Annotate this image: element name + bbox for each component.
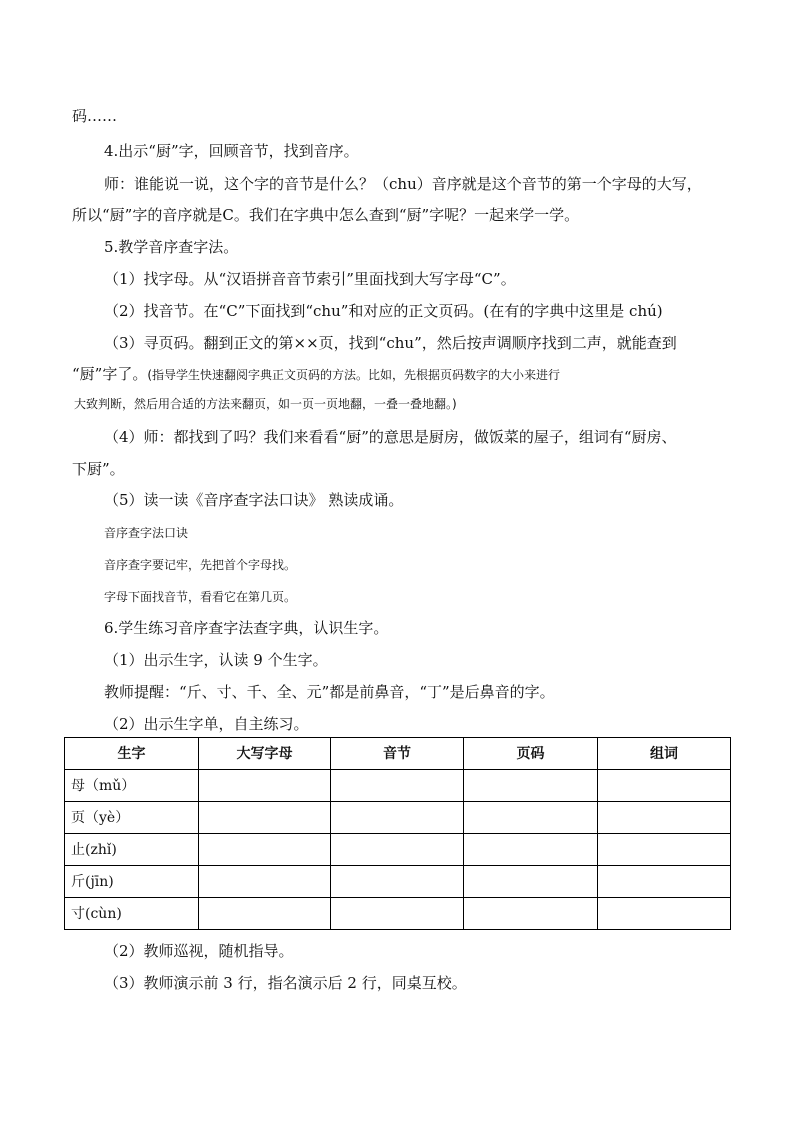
step-4-heading: 4.出示“厨”字，回顾音节，找到音序。 <box>104 142 359 160</box>
header-character: 生字 <box>65 738 199 770</box>
table-row <box>65 802 731 834</box>
header-capital-letter: 大写字母 <box>199 738 331 770</box>
cell-capital-letter <box>199 770 331 802</box>
poem-line-1: 音序查字要记牢，先把首个字母找。 <box>104 558 297 572</box>
cell-page-number <box>464 834 598 866</box>
teaching-note: (指导学生快速翻阅字典正文页码的方法。比如，先根据页码数字的大小来进行 <box>147 368 561 382</box>
step-5-heading: 5.教学音序查字法。 <box>104 238 239 256</box>
poem-title: 音序查字法口诀 <box>104 526 189 540</box>
step-5-1: （1）找字母。从“汉语拼音音节索引”里面找到大写字母“C”。 <box>104 270 516 288</box>
cell-page-number <box>464 802 598 834</box>
step-5-4-line-2: 下厨”。 <box>72 460 125 478</box>
step-5-4-line-1: （4）师：都找到了吗？我们来看看“厨”的意思是厨房，做饭菜的屋子，组词有“厨房、 <box>104 428 677 446</box>
cell-character: 母（mǔ） <box>65 770 199 802</box>
cell-syllable <box>331 770 464 802</box>
cell-syllable <box>331 898 464 930</box>
teaching-note-continued: 大致判断，然后用合适的方法来翻页，如一页一页地翻，一叠一叠地翻。) <box>74 397 457 411</box>
cell-page-number <box>464 866 598 898</box>
cell-syllable <box>331 834 464 866</box>
teacher-question-line-2: 所以“厨”字的音序就是C。我们在字典中怎么查到“厨”字呢？一起来学一学。 <box>72 206 580 224</box>
cell-character: 止(zhǐ) <box>65 834 199 866</box>
header-syllable: 音节 <box>331 738 464 770</box>
cell-page-number <box>464 898 598 930</box>
step-6-demonstrate: （3）教师演示前 3 行，指名演示后 2 行，同桌互校。 <box>104 974 467 992</box>
cell-page-number <box>464 770 598 802</box>
cell-capital-letter <box>199 898 331 930</box>
cell-word-formation <box>598 834 731 866</box>
step-5-3-line-2 <box>72 364 732 385</box>
cell-syllable <box>331 802 464 834</box>
step-6-2: （2）出示生字单，自主练习。 <box>104 715 309 733</box>
cell-capital-letter <box>199 834 331 866</box>
cell-syllable <box>331 866 464 898</box>
header-page-number: 页码 <box>464 738 598 770</box>
step-5-2: （2）找音节。在“C”下面找到“chu”和对应的正文页码。(在有的字典中这里是 chú) <box>104 302 663 320</box>
cell-capital-letter <box>199 802 331 834</box>
teacher-reminder: 教师提醒：“斤、寸、千、全、元”都是前鼻音，“丁”是后鼻音的字。 <box>104 683 555 701</box>
step-6-1: （1）出示生字，认读 9 个生字。 <box>104 651 328 669</box>
step-5-3-main-text: “厨”字了。 <box>72 365 148 383</box>
step-5-5: （5）读一读《音序查字法口诀》 熟读成诵。 <box>104 491 404 509</box>
teacher-question-line-1: 师：谁能说一说，这个字的音节是什么？（chu）音序就是这个音节的第一个字母的大写， <box>104 175 702 193</box>
cell-word-formation <box>598 802 731 834</box>
poem-line-2: 字母下面找音节，看看它在第几页。 <box>104 590 297 604</box>
cell-word-formation <box>598 898 731 930</box>
vocabulary-table <box>64 737 731 930</box>
cell-character: 寸(cùn) <box>65 898 199 930</box>
cell-character: 页（yè） <box>65 802 199 834</box>
step-6-heading: 6.学生练习音序查字法查字典，认识生字。 <box>104 619 389 637</box>
table-row <box>65 866 731 898</box>
header-word-formation: 组词 <box>598 738 731 770</box>
table-row <box>65 770 731 802</box>
cell-capital-letter <box>199 866 331 898</box>
cell-word-formation <box>598 866 731 898</box>
step-5-3-line-1: （3）寻页码。翻到正文的第××页，找到“chu”，然后按声调顺序找到二声，就能查到 <box>104 334 677 352</box>
table-row <box>65 898 731 930</box>
table-header-row <box>65 738 731 770</box>
table-row <box>65 834 731 866</box>
cell-character: 斤(jīn) <box>65 866 199 898</box>
cell-word-formation <box>598 770 731 802</box>
step-6-observe: （2）教师巡视，随机指导。 <box>104 942 294 960</box>
paragraph-continuation: 码…… <box>72 107 118 125</box>
